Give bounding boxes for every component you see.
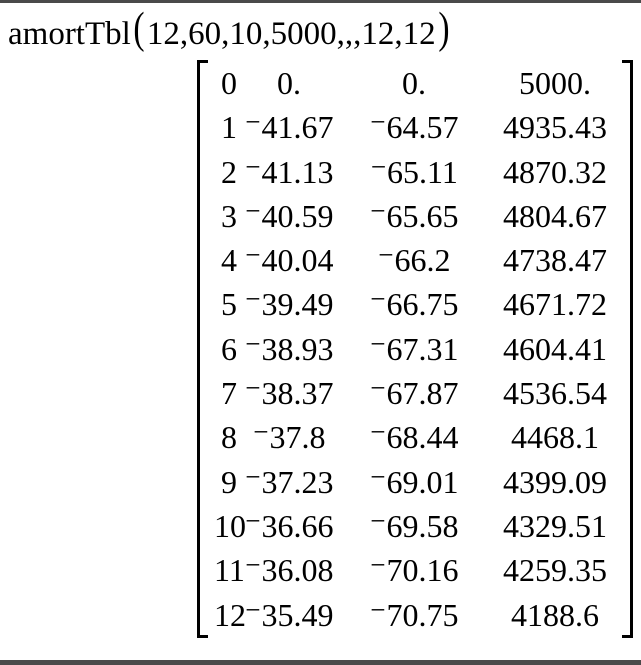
matrix-cell: ⁻69.58 bbox=[369, 507, 459, 544]
matrix-cell: 4188.6 bbox=[511, 596, 599, 633]
matrix-row bbox=[214, 593, 616, 637]
function-name: amortTbl bbox=[8, 16, 131, 52]
matrix-cell: 4468.1 bbox=[511, 419, 599, 456]
matrix-cell: 4870.32 bbox=[503, 153, 607, 190]
matrix-cell: 0. bbox=[277, 65, 301, 101]
matrix-row bbox=[214, 371, 616, 415]
matrix-cell: 10 bbox=[214, 507, 246, 544]
matrix-cell: ⁻38.93 bbox=[244, 330, 334, 367]
close-paren-icon: ) bbox=[437, 4, 450, 54]
matrix-cell: ⁻68.44 bbox=[369, 419, 459, 456]
matrix-row bbox=[214, 548, 616, 592]
matrix-cell: ⁻37.8 bbox=[252, 419, 326, 456]
matrix-cell: 3 bbox=[221, 197, 237, 234]
matrix-cell: ⁻69.01 bbox=[369, 463, 459, 500]
matrix-cell: ⁻36.08 bbox=[244, 552, 334, 589]
matrix-cell: 0 bbox=[221, 65, 237, 101]
matrix-cell: ⁻40.59 bbox=[244, 197, 334, 234]
matrix-row bbox=[214, 105, 616, 149]
matrix-cell: ⁻36.66 bbox=[244, 507, 334, 544]
matrix-cell: 8 bbox=[221, 419, 237, 456]
matrix-cell: 4259.35 bbox=[503, 552, 607, 589]
matrix-cell: ⁻37.23 bbox=[244, 463, 334, 500]
matrix-cell: ⁻66.75 bbox=[369, 286, 459, 323]
matrix-cell: ⁻70.75 bbox=[369, 596, 459, 633]
matrix-cell: 2 bbox=[221, 153, 237, 190]
matrix-row bbox=[214, 194, 616, 238]
matrix-row bbox=[214, 61, 616, 105]
matrix-cell: ⁻41.13 bbox=[244, 153, 334, 190]
matrix-cell: 4935.43 bbox=[503, 109, 607, 146]
matrix-cell: ⁻65.65 bbox=[369, 197, 459, 234]
matrix-cell: 5000. bbox=[519, 65, 591, 101]
matrix-row bbox=[214, 415, 616, 459]
matrix-row bbox=[214, 150, 616, 194]
matrix-cell: ⁻70.16 bbox=[369, 552, 459, 589]
matrix-cell: 1 bbox=[221, 109, 237, 146]
matrix-cell: 4671.72 bbox=[503, 286, 607, 323]
matrix-grid bbox=[208, 60, 622, 638]
matrix-cell: 4536.54 bbox=[503, 375, 607, 412]
matrix-cell: 4 bbox=[221, 242, 237, 279]
matrix-cell: 6 bbox=[221, 330, 237, 367]
result-matrix[interactable] bbox=[197, 60, 633, 638]
matrix-cell: 5 bbox=[221, 286, 237, 323]
matrix-cell: ⁻66.2 bbox=[377, 242, 451, 279]
matrix-cell: ⁻39.49 bbox=[244, 286, 334, 323]
matrix-cell: ⁻35.49 bbox=[244, 596, 334, 633]
matrix-right-bracket-icon bbox=[622, 60, 633, 638]
matrix-cell: 4329.51 bbox=[503, 507, 607, 544]
matrix-row bbox=[214, 327, 616, 371]
matrix-row bbox=[214, 282, 616, 326]
matrix-row bbox=[214, 460, 616, 504]
matrix-cell: ⁻41.67 bbox=[244, 109, 334, 146]
matrix-cell: 9 bbox=[221, 463, 237, 500]
matrix-cell: 4804.67 bbox=[503, 197, 607, 234]
function-arguments: 12,60,10,5000,,,12,12 bbox=[146, 16, 436, 52]
matrix-cell: ⁻67.31 bbox=[369, 330, 459, 367]
matrix-cell: ⁻67.87 bbox=[369, 375, 459, 412]
matrix-row bbox=[214, 504, 616, 548]
matrix-cell: ⁻65.11 bbox=[370, 153, 458, 190]
matrix-cell: 4399.09 bbox=[503, 463, 607, 500]
matrix-cell: 0. bbox=[402, 65, 426, 101]
matrix-cell: 7 bbox=[221, 375, 237, 412]
matrix-cell: 12 bbox=[214, 596, 246, 633]
matrix-cell: ⁻40.04 bbox=[244, 242, 334, 279]
expression-line[interactable] bbox=[8, 4, 452, 56]
matrix-left-bracket-icon bbox=[197, 60, 208, 638]
matrix-cell: ⁻38.37 bbox=[244, 375, 334, 412]
matrix-cell: 4604.41 bbox=[503, 330, 607, 367]
matrix-cell: 4738.47 bbox=[503, 242, 607, 279]
open-paren-icon: ( bbox=[133, 4, 145, 54]
matrix-cell: 11 bbox=[214, 552, 245, 589]
matrix-row bbox=[214, 238, 616, 282]
matrix-cell: ⁻64.57 bbox=[369, 109, 459, 146]
